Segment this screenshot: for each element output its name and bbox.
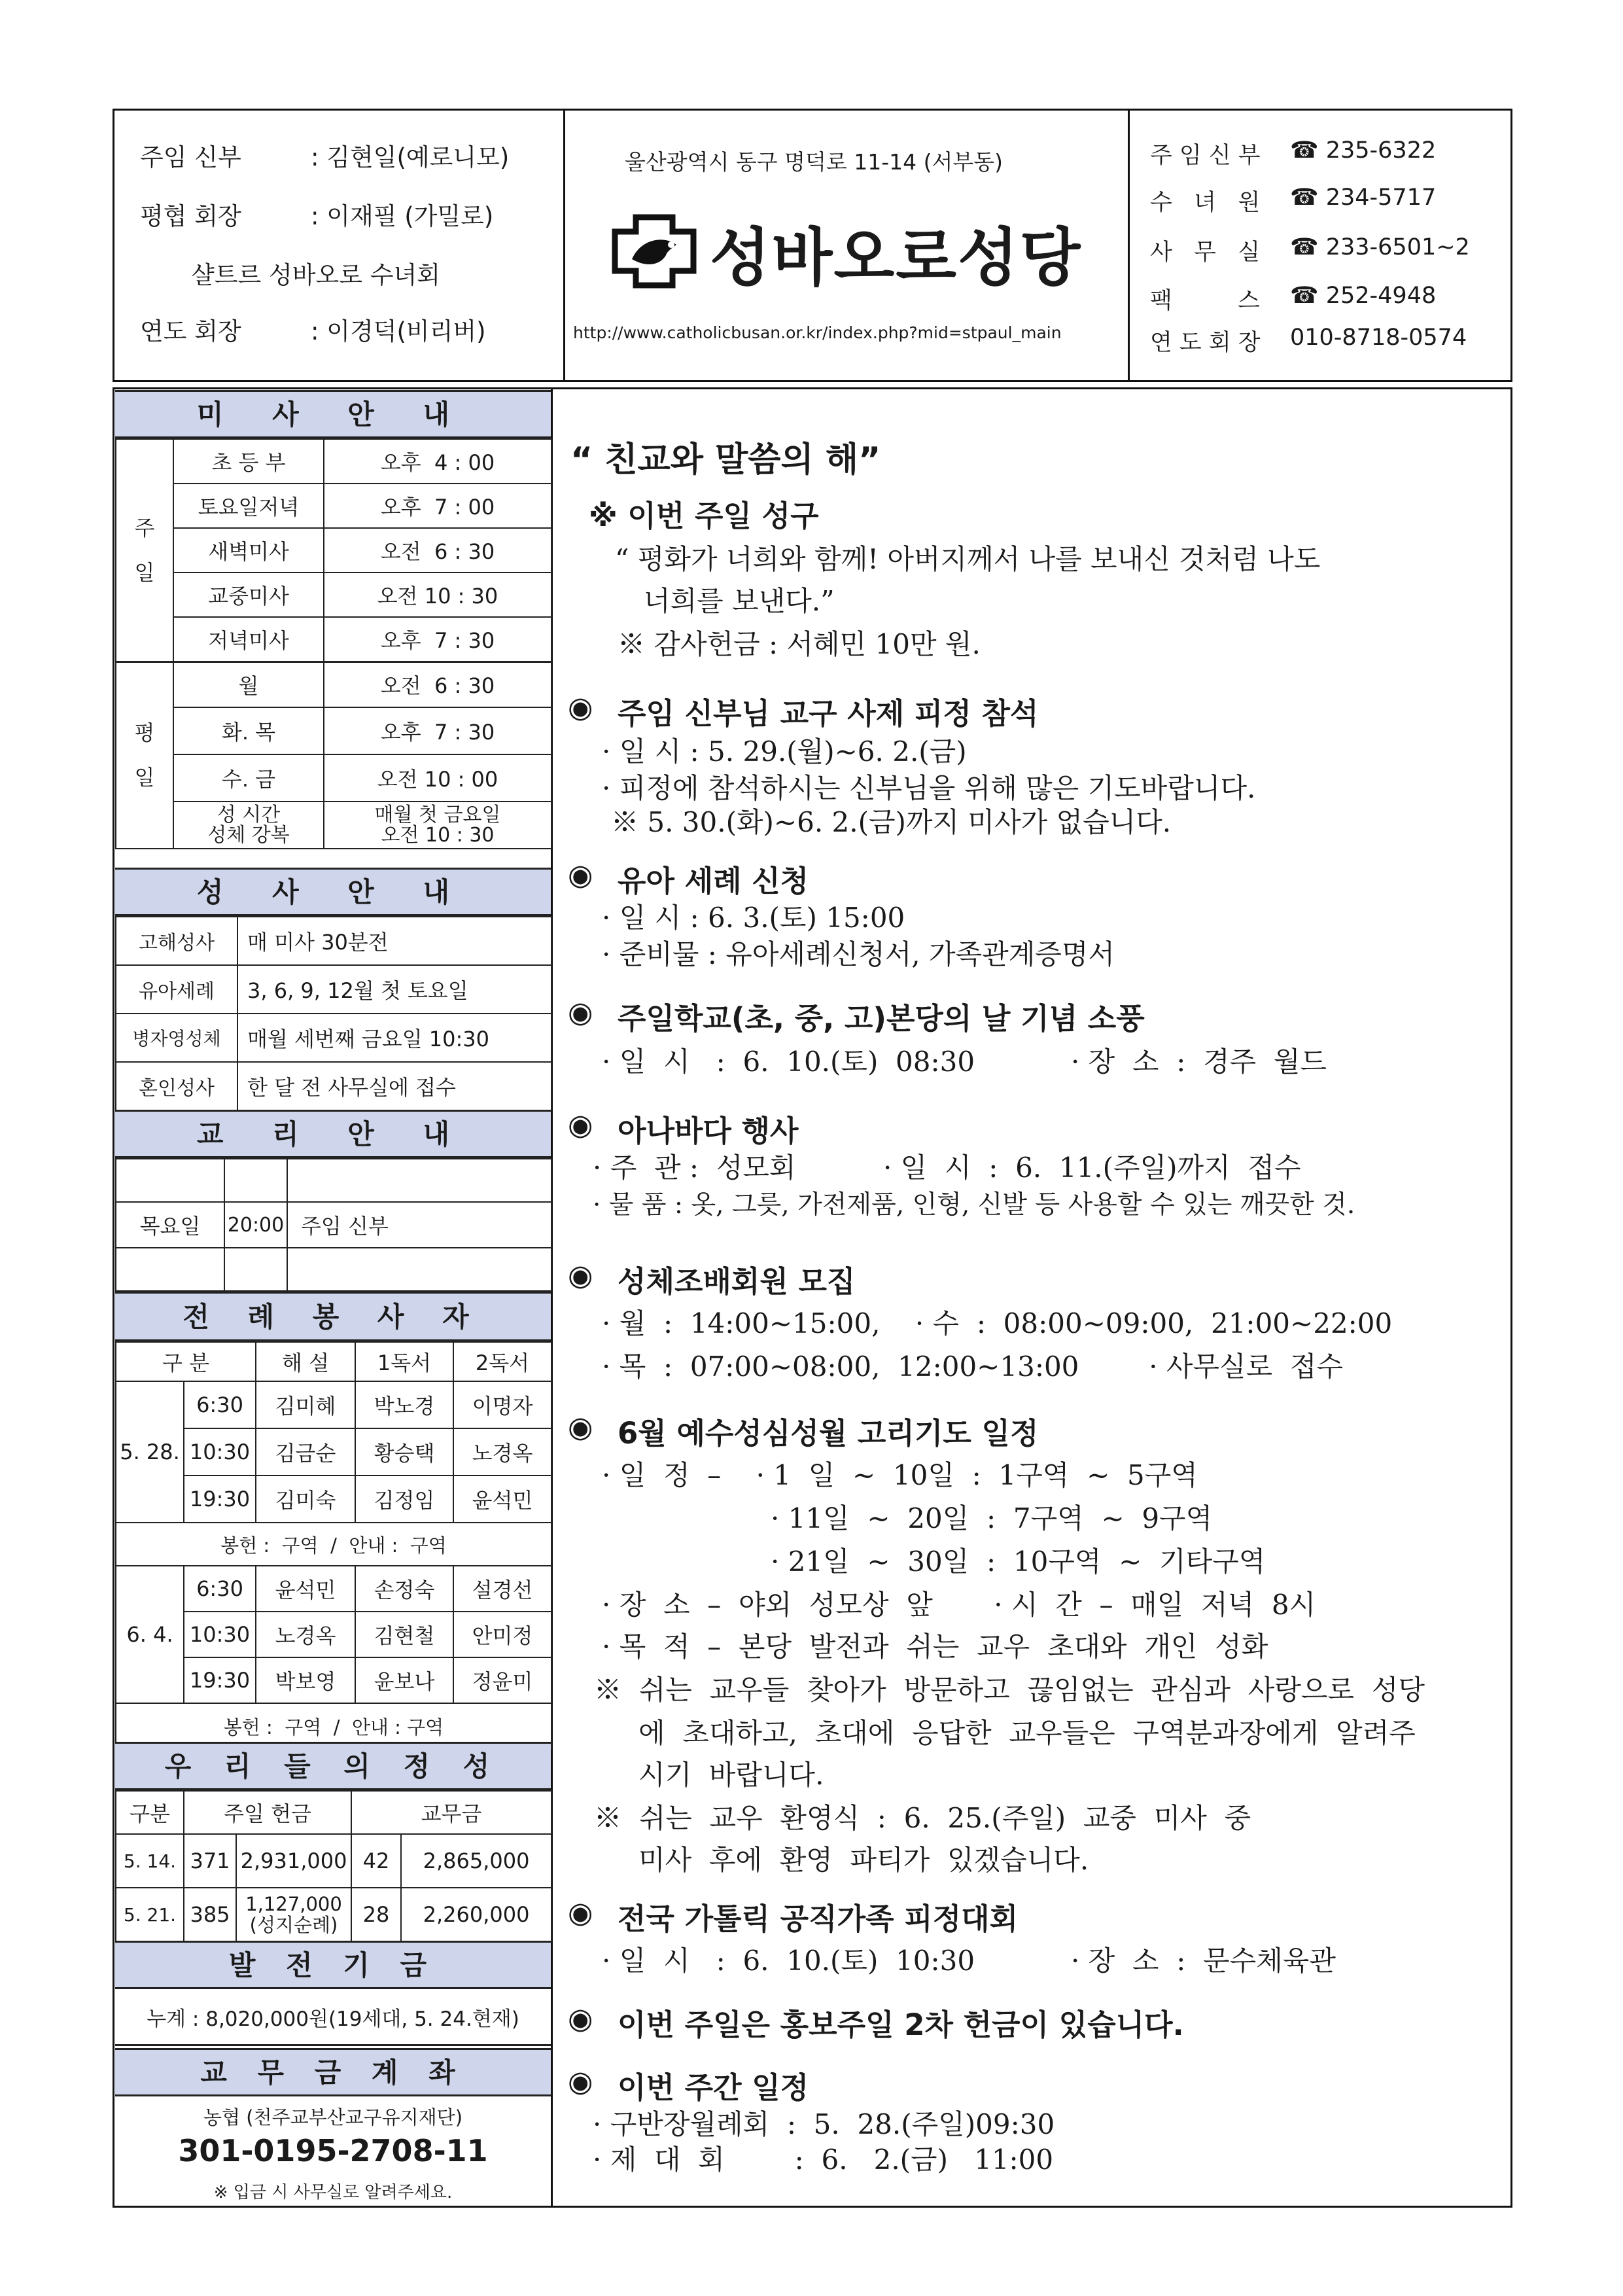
- contact-pastor-phone[interactable]: ☎ 235-6322: [1290, 137, 1437, 164]
- sacrament-name: 병자영성체: [116, 1014, 237, 1062]
- church-logo-icon: [608, 212, 700, 291]
- minister-reader1: 박노경: [355, 1381, 453, 1428]
- catechism-who: [287, 1159, 551, 1202]
- sacrament-name: 고해성사: [116, 917, 237, 965]
- section-line: · 구반장월례회 : 5. 28.(주일)09:30: [593, 2108, 1055, 2140]
- contact-fax-label: 팩 스: [1150, 288, 1260, 314]
- ministers-header: 구 분: [116, 1342, 256, 1381]
- section-line: 시기 바랍니다.: [638, 1759, 824, 1791]
- contact-fax-phone[interactable]: ☎ 252-4948: [1290, 283, 1437, 309]
- offering-table: [115, 1790, 552, 1942]
- offering-header: 교무금: [351, 1791, 551, 1834]
- bullet-icon: ◉: [568, 858, 593, 892]
- minister-note: 봉헌 : 구역 / 안내 : 구역: [116, 1703, 551, 1749]
- mass-name: 화. 목: [173, 707, 324, 754]
- mass-time: 오후 7 : 30: [324, 617, 551, 662]
- section-line: · 목 적 – 본당 발전과 쉬는 교우 초대와 개인 성화: [602, 1631, 1268, 1663]
- minister-reader1: 황승택: [355, 1428, 453, 1475]
- mass-name: 성 시간 성체 강복: [173, 802, 324, 849]
- verse-line-1: “ 평화가 너희와 함께! 아버지께서 나를 보내신 것처럼 나도: [615, 543, 1321, 575]
- section-line: · 11일 ~ 20일 : 7구역 ~ 9구역: [771, 1502, 1213, 1534]
- section-line: · 일 시 : 5. 29.(월)~6. 2.(금): [602, 735, 967, 768]
- sacrament-value: 매 미사 30분전: [237, 917, 551, 965]
- fund-divider: [115, 2044, 551, 2046]
- catechism-who: 주임 신부: [287, 1202, 551, 1248]
- council-value: : 이재필 (가밀로): [311, 202, 494, 230]
- section-title: 이번 주일은 홍보주일 2차 헌금이 있습니다.: [618, 2007, 1184, 2042]
- minister-commentator: 윤석민: [256, 1566, 355, 1612]
- catechism-day: [116, 1248, 224, 1291]
- sacrament-value: 3, 6, 9, 12월 첫 토요일: [237, 965, 551, 1014]
- fund-title: 발 전 기 금: [115, 1941, 551, 1989]
- church-address: 울산광역시 동구 명덕로 11-14 (서부동): [625, 149, 1003, 175]
- sacraments-table: [115, 916, 552, 1111]
- contact-office-phone[interactable]: ☎ 233-6501~2: [1290, 234, 1470, 260]
- minister-commentator: 김미혜: [256, 1381, 355, 1428]
- mass-time: 오후 7 : 00: [324, 484, 551, 528]
- section-line: · 월 : 14:00~15:00, · 수 : 08:00~09:00, 21:00~22:00: [602, 1307, 1393, 1339]
- sacrament-name: 혼인성사: [116, 1062, 237, 1110]
- minister-date: 6. 4.: [116, 1566, 184, 1703]
- mass-name: 새벽미사: [173, 528, 324, 573]
- section-line: · 장 소 – 야외 성모상 앞 · 시 간 – 매일 저녁 8시: [602, 1589, 1316, 1621]
- catechism-who: [287, 1248, 551, 1291]
- minister-commentator: 박보영: [256, 1657, 355, 1703]
- minister-time: 10:30: [184, 1428, 256, 1475]
- bullet-icon: ◉: [568, 1896, 593, 1930]
- section-line: · 일 시 : 6. 3.(토) 15:00: [602, 902, 905, 934]
- minister-time: 6:30: [184, 1381, 256, 1428]
- mass-title: 미 사 안 내: [115, 390, 551, 438]
- sacrament-value: 한 달 전 사무실에 접수: [237, 1062, 551, 1110]
- catechism-title: 교 리 안 내: [115, 1110, 551, 1158]
- section-line: · 목 : 07:00~08:00, 12:00~13:00 · 사무실로 접수: [602, 1351, 1344, 1383]
- minister-time: 19:30: [184, 1475, 256, 1523]
- mass-name: 토요일저녁: [173, 484, 324, 528]
- catechism-day: 목요일: [116, 1202, 224, 1248]
- fund-total: 누계 : 8,020,000원(19세대, 5. 24.현재): [147, 2007, 519, 2031]
- minister-reader1: 손정숙: [355, 1566, 453, 1612]
- council-label: 평협 회장: [140, 202, 241, 230]
- section-line: 에 초대하고, 초대에 응답한 교우들은 구역분과장에게 알려주: [638, 1717, 1416, 1749]
- minister-reader1: 윤보나: [355, 1657, 453, 1703]
- account-title: 교 무 금 계 좌: [115, 2048, 551, 2096]
- section-title: 주일학교(초, 중, 고)본당의 날 기념 소풍: [618, 1001, 1145, 1036]
- mass-time: 오전 6 : 30: [324, 528, 551, 573]
- sacrament-value: 매월 세번째 금요일 10:30: [237, 1014, 551, 1062]
- minister-commentator: 김미숙: [256, 1475, 355, 1523]
- section-line: · 일 시 : 6. 10.(토) 10:30 · 장 소 : 문수체육관: [602, 1945, 1336, 1977]
- offering-date: 5. 21.: [116, 1888, 184, 1941]
- dues-amount: 2,260,000: [401, 1888, 551, 1941]
- section-title: 전국 가톨릭 공직가족 피정대회: [618, 1901, 1019, 1936]
- mass-table: [115, 438, 552, 849]
- verse-heading: ※ 이번 주일 성구: [589, 499, 819, 533]
- bullet-icon: ◉: [568, 1411, 593, 1444]
- bullet-icon: ◉: [568, 2065, 593, 2098]
- ministers-title: 전 례 봉 사 자: [115, 1292, 551, 1341]
- contact-convent-label: 수 녀 원: [1150, 190, 1261, 216]
- sacrament-name: 유아세례: [116, 965, 237, 1014]
- offering-title: 우 리 들 의 정 성: [115, 1742, 551, 1790]
- catechism-time: [224, 1248, 287, 1291]
- section-line: · 일 정 – · 1 일 ~ 10일 : 1구역 ~ 5구역: [602, 1459, 1198, 1491]
- ministers-table: [115, 1341, 552, 1750]
- minister-reader2: 이명자: [453, 1381, 551, 1428]
- catechism-day: [116, 1159, 224, 1202]
- contact-office-label: 사 무 실: [1150, 239, 1261, 266]
- catechism-table: [115, 1158, 552, 1292]
- section-line: 미사 후에 환영 파티가 있겠습니다.: [638, 1844, 1089, 1876]
- minister-reader2: 설경선: [453, 1566, 551, 1612]
- section-line: · 주 관 : 성모회 · 일 시 : 6. 11.(주일)까지 접수: [593, 1152, 1301, 1184]
- minister-time: 10:30: [184, 1612, 256, 1657]
- minister-reader1: 김현철: [355, 1612, 453, 1657]
- minister-note: 봉헌 : 구역 / 안내 : 구역: [116, 1523, 551, 1566]
- section-line: · 피정에 참석하시는 신부님을 위해 많은 기도바랍니다.: [602, 772, 1256, 804]
- mass-name: 초 등 부: [173, 439, 324, 484]
- pastor-label: 주임 신부: [140, 143, 241, 171]
- section-title: 6월 예수성심성월 고리기도 일정: [618, 1416, 1039, 1451]
- section-line: · 제 대 회 : 6. 2.(금) 11:00: [593, 2144, 1054, 2176]
- ministers-header: 1독서: [355, 1342, 453, 1381]
- minister-reader2: 안미정: [453, 1612, 551, 1657]
- contact-funeral-phone[interactable]: 010-8718-0574: [1290, 325, 1467, 351]
- minister-time: 6:30: [184, 1566, 256, 1612]
- section-line: ※ 쉬는 교우들 찾아가 방문하고 끊임없는 관심과 사랑으로 성당: [594, 1674, 1425, 1706]
- contact-pastor-label: 주 임 신 부: [1150, 143, 1261, 169]
- catechism-time: [224, 1159, 287, 1202]
- weekday-label: 평 일: [116, 662, 173, 849]
- offering-amount: 2,931,000: [236, 1834, 351, 1888]
- section-line: ※ 쉬는 교우 환영식 : 6. 25.(주일) 교중 미사 중: [594, 1802, 1251, 1834]
- contact-funeral-label: 연 도 회 장: [1150, 330, 1261, 356]
- section-title: 이번 주간 일정: [618, 2070, 809, 2105]
- verse-thanks: ※ 감사헌금 : 서혜민 10만 원.: [618, 628, 981, 660]
- contact-convent-phone[interactable]: ☎ 234-5717: [1290, 185, 1437, 211]
- section-line: · 21일 ~ 30일 : 10구역 ~ 기타구역: [771, 1545, 1266, 1578]
- minister-time: 19:30: [184, 1657, 256, 1703]
- section-title: 아나바다 행사: [618, 1114, 799, 1148]
- year-title: “ 친교와 말씀의 해”: [570, 440, 881, 480]
- mass-name: 저녁미사: [173, 617, 324, 662]
- church-url[interactable]: http://www.catholicbusan.or.kr/index.php?mid=stpaul_main: [573, 323, 1062, 342]
- offering-header: 주일 헌금: [184, 1791, 351, 1834]
- mass-time: 오전 10 : 30: [324, 573, 551, 617]
- sunday-label: 주 일: [116, 439, 173, 662]
- account-bank: 농협 (천주교부산교구유지재단): [203, 2106, 463, 2128]
- funeral-value: : 이경덕(비리버): [311, 317, 486, 345]
- bullet-icon: ◉: [568, 996, 593, 1029]
- account-number: 301-0195-2708-11: [178, 2133, 488, 2168]
- dues-count: 42: [351, 1834, 401, 1888]
- minister-commentator: 김금순: [256, 1428, 355, 1475]
- offering-count: 385: [184, 1888, 236, 1941]
- section-line: ※ 5. 30.(화)~6. 2.(금)까지 미사가 없습니다.: [611, 806, 1172, 838]
- minister-reader2: 노경옥: [453, 1428, 551, 1475]
- offering-count: 371: [184, 1834, 236, 1888]
- mass-time: 매월 첫 금요일 오전 10 : 30: [324, 802, 551, 849]
- minister-reader1: 김정임: [355, 1475, 453, 1523]
- account-note: ※ 입금 시 사무실로 알려주세요.: [213, 2183, 453, 2202]
- section-title: 유아 세례 신청: [618, 864, 809, 898]
- ministers-header: 해 설: [256, 1342, 355, 1381]
- catechism-time: 20:00: [224, 1202, 287, 1248]
- mass-time: 오전 6 : 30: [324, 662, 551, 707]
- church-name: 성바오로성당: [710, 221, 1082, 294]
- section-title: 주임 신부님 교구 사제 피정 참석: [618, 696, 1039, 731]
- section-title: 성체조배회원 모집: [618, 1264, 856, 1299]
- offering-date: 5. 14.: [116, 1834, 184, 1888]
- sacraments-title: 성 사 안 내: [115, 868, 551, 916]
- mass-time: 오전 10 : 00: [324, 754, 551, 802]
- verse-line-2: 너희를 보낸다.”: [644, 585, 835, 617]
- minister-reader2: 윤석민: [453, 1475, 551, 1523]
- mass-time: 오후 4 : 00: [324, 439, 551, 484]
- mass-name: 교중미사: [173, 573, 324, 617]
- minister-reader2: 정윤미: [453, 1657, 551, 1703]
- dues-amount: 2,865,000: [401, 1834, 551, 1888]
- mass-name: 수. 금: [173, 754, 324, 802]
- bullet-icon: ◉: [568, 1108, 593, 1142]
- minister-date: 5. 28.: [116, 1381, 184, 1523]
- bullet-icon: ◉: [568, 2002, 593, 2036]
- section-line: · 물 품 : 옷, 그릇, 가전제품, 인형, 신발 등 사용할 수 있는 깨끗한 것.: [593, 1190, 1355, 1220]
- sisters-value: 샬트르 성바오로 수녀회: [191, 261, 440, 289]
- minister-commentator: 노경옥: [256, 1612, 355, 1657]
- mass-name: 월: [173, 662, 324, 707]
- mass-time: 오후 7 : 30: [324, 707, 551, 754]
- offering-header: 구분: [116, 1791, 184, 1834]
- offering-amount: 1,127,000 (성지순례): [236, 1888, 351, 1941]
- bullet-icon: ◉: [568, 1259, 593, 1292]
- dues-count: 28: [351, 1888, 401, 1941]
- section-line: · 일 시 : 6. 10.(토) 08:30 · 장 소 : 경주 월드: [602, 1046, 1327, 1078]
- ministers-header: 2독서: [453, 1342, 551, 1381]
- funeral-label: 연도 회장: [140, 317, 241, 345]
- section-line: · 준비물 : 유아세례신청서, 가족관계증명서: [602, 938, 1115, 970]
- pastor-value: : 김현일(예로니모): [311, 143, 510, 171]
- bullet-icon: ◉: [568, 691, 593, 724]
